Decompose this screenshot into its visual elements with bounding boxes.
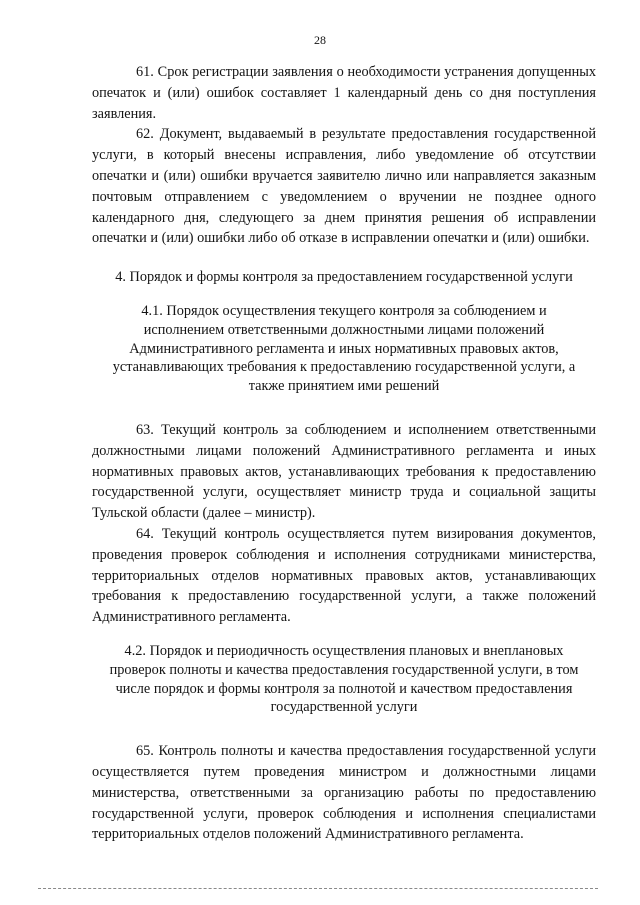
footer-divider: [38, 888, 598, 889]
paragraph-63: 63. Текущий контроль за соблюдением и исполнением ответственными должностными лицами положений Административного регламента и иных нормативных правовых актов, устанавливающих требования к предоставлению государственной услуги, осуществляет министр труда и социальной защиты Тульской области (далее – министр).: [92, 421, 596, 522]
spacer: [92, 249, 596, 267]
spacer: [92, 717, 596, 741]
section-heading-4: 4. Порядок и формы контроля за предоставлением государственной услуги: [115, 269, 573, 286]
page-number: 28: [314, 33, 326, 47]
paragraph-64: 64. Текущий контроль осуществляется путем визирования документов, проведения проверок соблюдения и исполнения сотрудниками министерства, территориальных отделов нормативных правовых актов, устанавливающих требования к предоставлению государственной услуги, а также положений Административного регламента.: [92, 525, 596, 626]
paragraph-65: 65. Контроль полноты и качества предоставления государственной услуги осуществляется путем проведения министром и должностными лицами министерства, ответственными за организацию работы по предоставлению государственной услуги, проверок соблюдения и исполнения специалистами территориальных отделов положений Административного регламента.: [92, 743, 596, 843]
section-heading-4-1: 4.1. Порядок осуществления текущего контроля за соблюдением и исполнением ответственными должностными лицами положений Административного регламента и иных нормативных правовых актов, устанавливающих требования к предоставлению государственной услуги, а также принятием ими решений: [112, 302, 576, 395]
page-content: [92, 62, 596, 845]
spacer: [92, 396, 596, 420]
spacer: [92, 288, 596, 302]
spacer: [92, 628, 596, 642]
paragraph-62: 62. Документ, выдаваемый в результате предоставления государственной услуги, в который внесены исправления, либо уведомление об отсутствии опечатки и (или) ошибки вручается заявителю лично или направляется заказным почтовым отправлением с уведомлением о вручении не позднее одного календарного дня, следующего за днем принятия решения об исправлении опечатки и (или) ошибки либо об отказе в исправлении опечатки и (или) ошибки.: [92, 126, 596, 247]
section-heading-4-2: 4.2. Порядок и периодичность осуществления плановых и внеплановых проверок полноты и качества предоставления государственной услуги, в том числе порядок и формы контроля за полнотой и качеством предоставления государственной услуги: [109, 642, 579, 716]
paragraph-61: 61. Срок регистрации заявления о необходимости устранения допущенных опечаток и (или) ошибок составляет 1 календарный день со дня поступления заявления.: [92, 64, 596, 122]
